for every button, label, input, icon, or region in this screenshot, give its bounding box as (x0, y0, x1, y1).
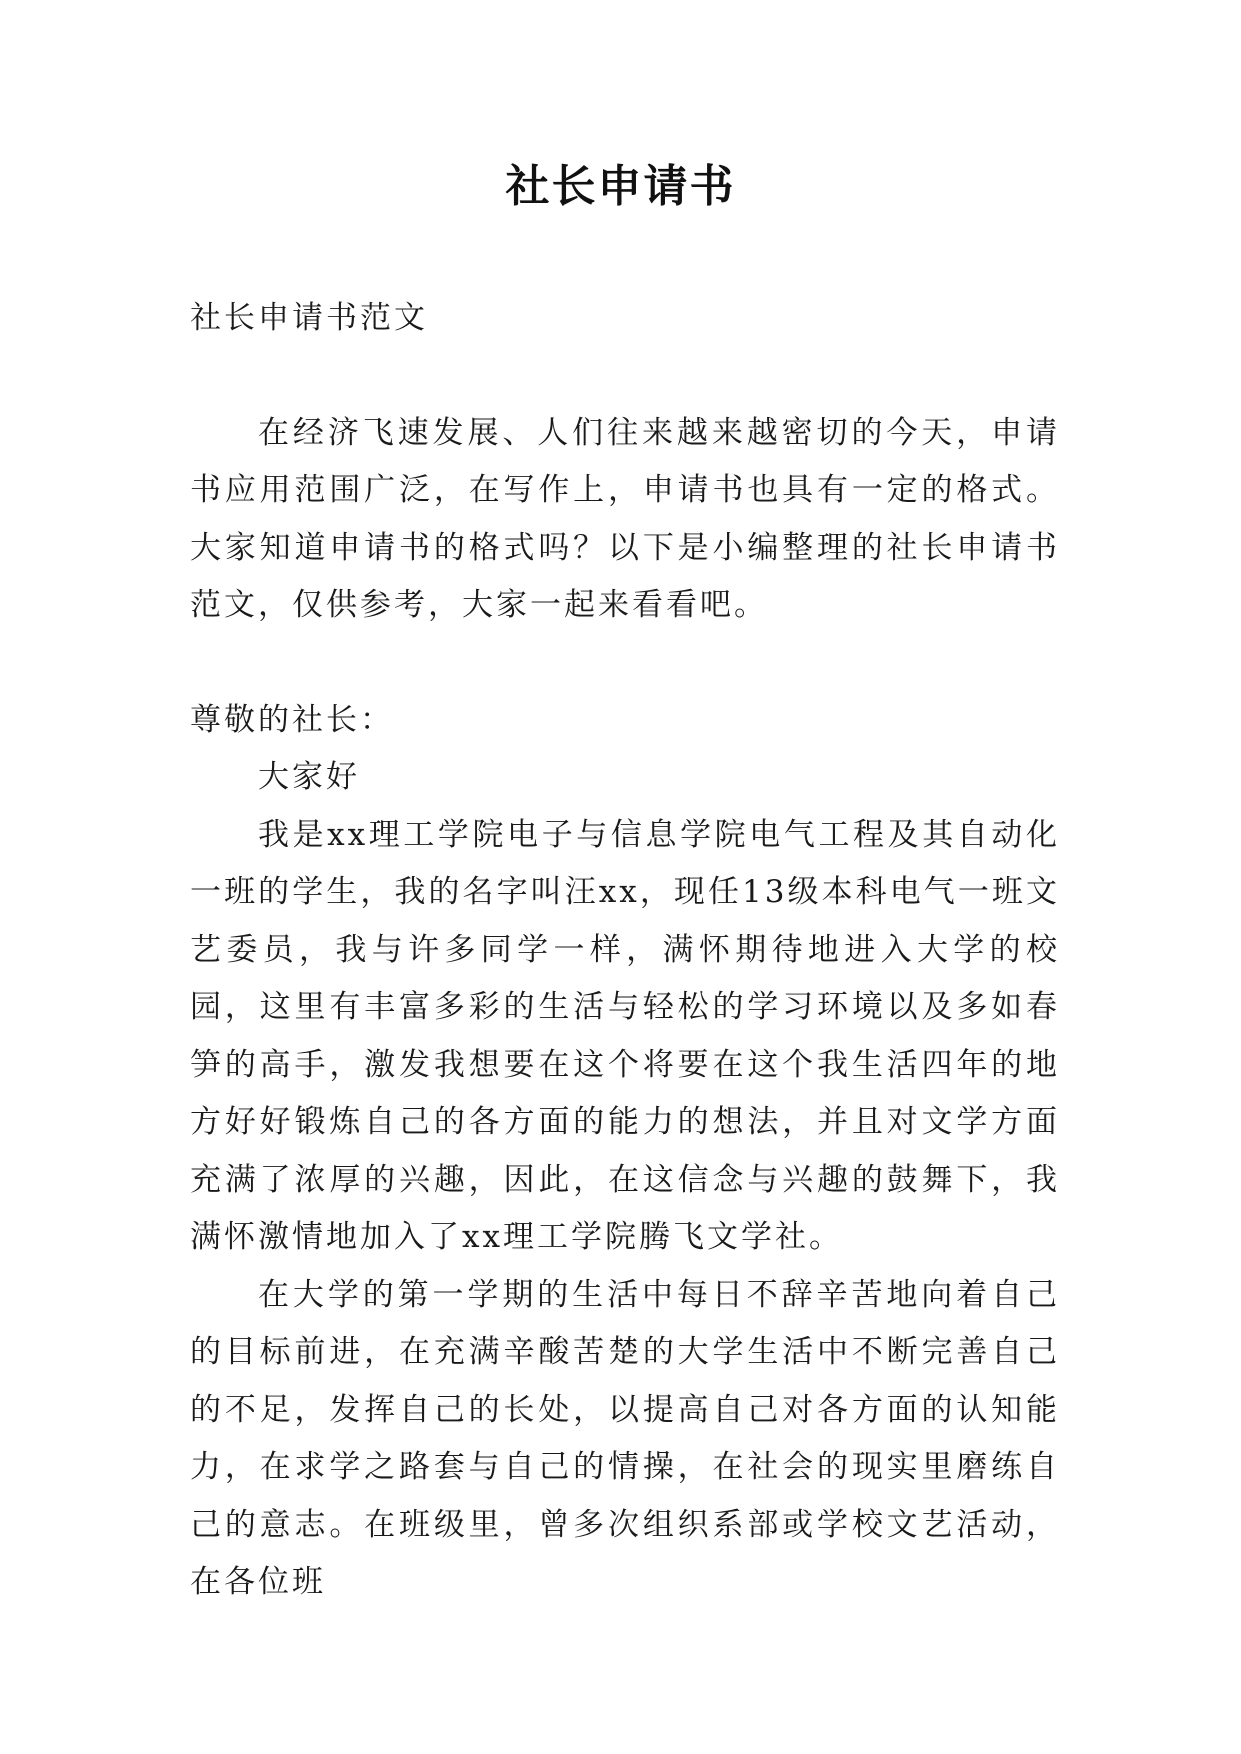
document-body (190, 290, 1060, 1612)
greeting: 大家好 (258, 759, 360, 795)
document-subtitle: 社长申请书范文 (190, 300, 428, 336)
body-paragraph-1: 我是xx理工学院电子与信息学院电气工程及其自动化一班的学生，我的名字叫汪xx，现任13级本科电气一班文艺委员，我与许多同学一样，满怀期待地进入大学的校园，这里有丰富多彩的生活与轻松的学习环境以及多如春笋的高手，激发我想要在这个将要在这个我生活四年的地方好好锻炼自己的各方面的能力的想法，并且对文学方面充满了浓厚的兴趣，因此，在这信念与兴趣的鼓舞下，我满怀激情地加入了xx理工学院腾飞文学社。 (190, 816, 1060, 1255)
intro-paragraph: 在经济飞速发展、人们往来越来越密切的今天，申请书应用范围广泛，在写作上，申请书也具有一定的格式。大家知道申请书的格式吗？以下是小编整理的社长申请书范文，仅供参考，大家一起来看看吧。 (190, 414, 1060, 623)
salutation: 尊敬的社长： (190, 701, 394, 738)
document-title: 社长申请书 (505, 161, 736, 212)
body-paragraph-2: 在大学的第一学期的生活中每日不辞辛苦地向着自己的目标前进，在充满辛酸苦楚的大学生活中不断完善自己的不足，发挥自己的长处，以提高自己对各方面的认知能力，在求学之路套与自己的情操，在社会的现实里磨练自己的意志。在班级里，曾多次组织系部或学校文艺活动，在各位班 (190, 1276, 1060, 1600)
